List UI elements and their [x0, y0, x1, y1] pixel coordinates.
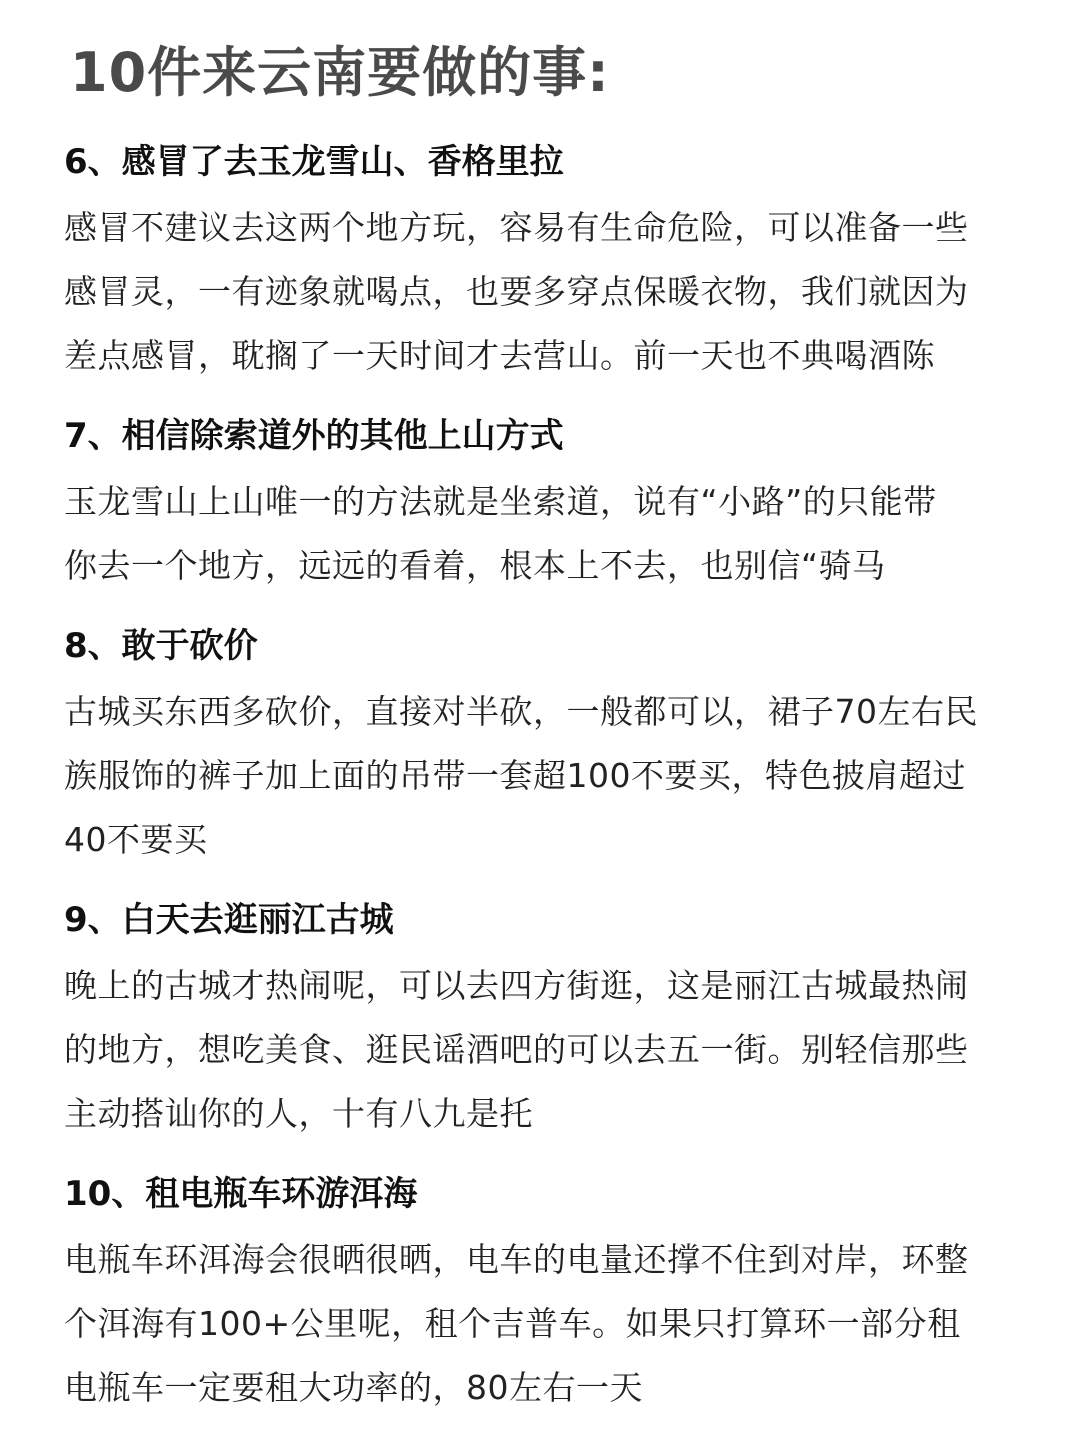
page-title: 10件来云南要做的事:	[70, 41, 610, 104]
section-9-line-1: 晚上的古城才热闹呢，可以去四方街逛，这是丽江古城最热闹	[64, 966, 969, 1005]
section-heading-7: 7、相信除索道外的其他上山方式	[64, 416, 564, 456]
section-6-line-2: 感冒灵，一有迹象就喝点，也要多穿点保暖衣物，我们就因为	[64, 272, 969, 311]
section-7-line-1: 玉龙雪山上山唯一的方法就是坐索道，说有“小路”的只能带	[64, 482, 937, 521]
section-6-line-3: 差点感冒，耽搁了一天时间才去营山。前一天也不典喝酒陈	[64, 336, 935, 375]
section-9-line-3: 主动搭讪你的人，十有八九是托	[64, 1094, 533, 1133]
section-heading-8: 8、敢于砍价	[64, 626, 258, 666]
section-8-line-3: 40不要买	[64, 820, 208, 859]
section-10-line-2: 个洱海有100+公里呢，租个吉普车。如果只打算环一部分租	[64, 1304, 961, 1343]
section-heading-9: 9、白天去逛丽江古城	[64, 900, 394, 940]
section-9-line-2: 的地方，想吃美食、逛民谣酒吧的可以去五一街。别轻信那些	[64, 1030, 969, 1069]
section-8-line-1: 古城买东西多砍价，直接对半砍，一般都可以，裙子70左右民	[64, 692, 978, 731]
section-8-line-2: 族服饰的裤子加上面的吊带一套超100不要买，特色披肩超过	[64, 756, 966, 795]
section-10-line-1: 电瓶车环洱海会很晒很晒，电车的电量还撑不住到对岸，环整	[64, 1240, 969, 1279]
section-6-line-1: 感冒不建议去这两个地方玩，容易有生命危险，可以准备一些	[64, 208, 969, 247]
section-7-line-2: 你去一个地方，远远的看着，根本上不去，也别信“骑马	[64, 546, 886, 585]
section-10-line-3: 电瓶车一定要租大功率的，80左右一天	[64, 1368, 643, 1407]
section-heading-6: 6、感冒了去玉龙雪山、香格里拉	[64, 142, 564, 182]
section-heading-10: 10、租电瓶车环游洱海	[64, 1174, 418, 1214]
